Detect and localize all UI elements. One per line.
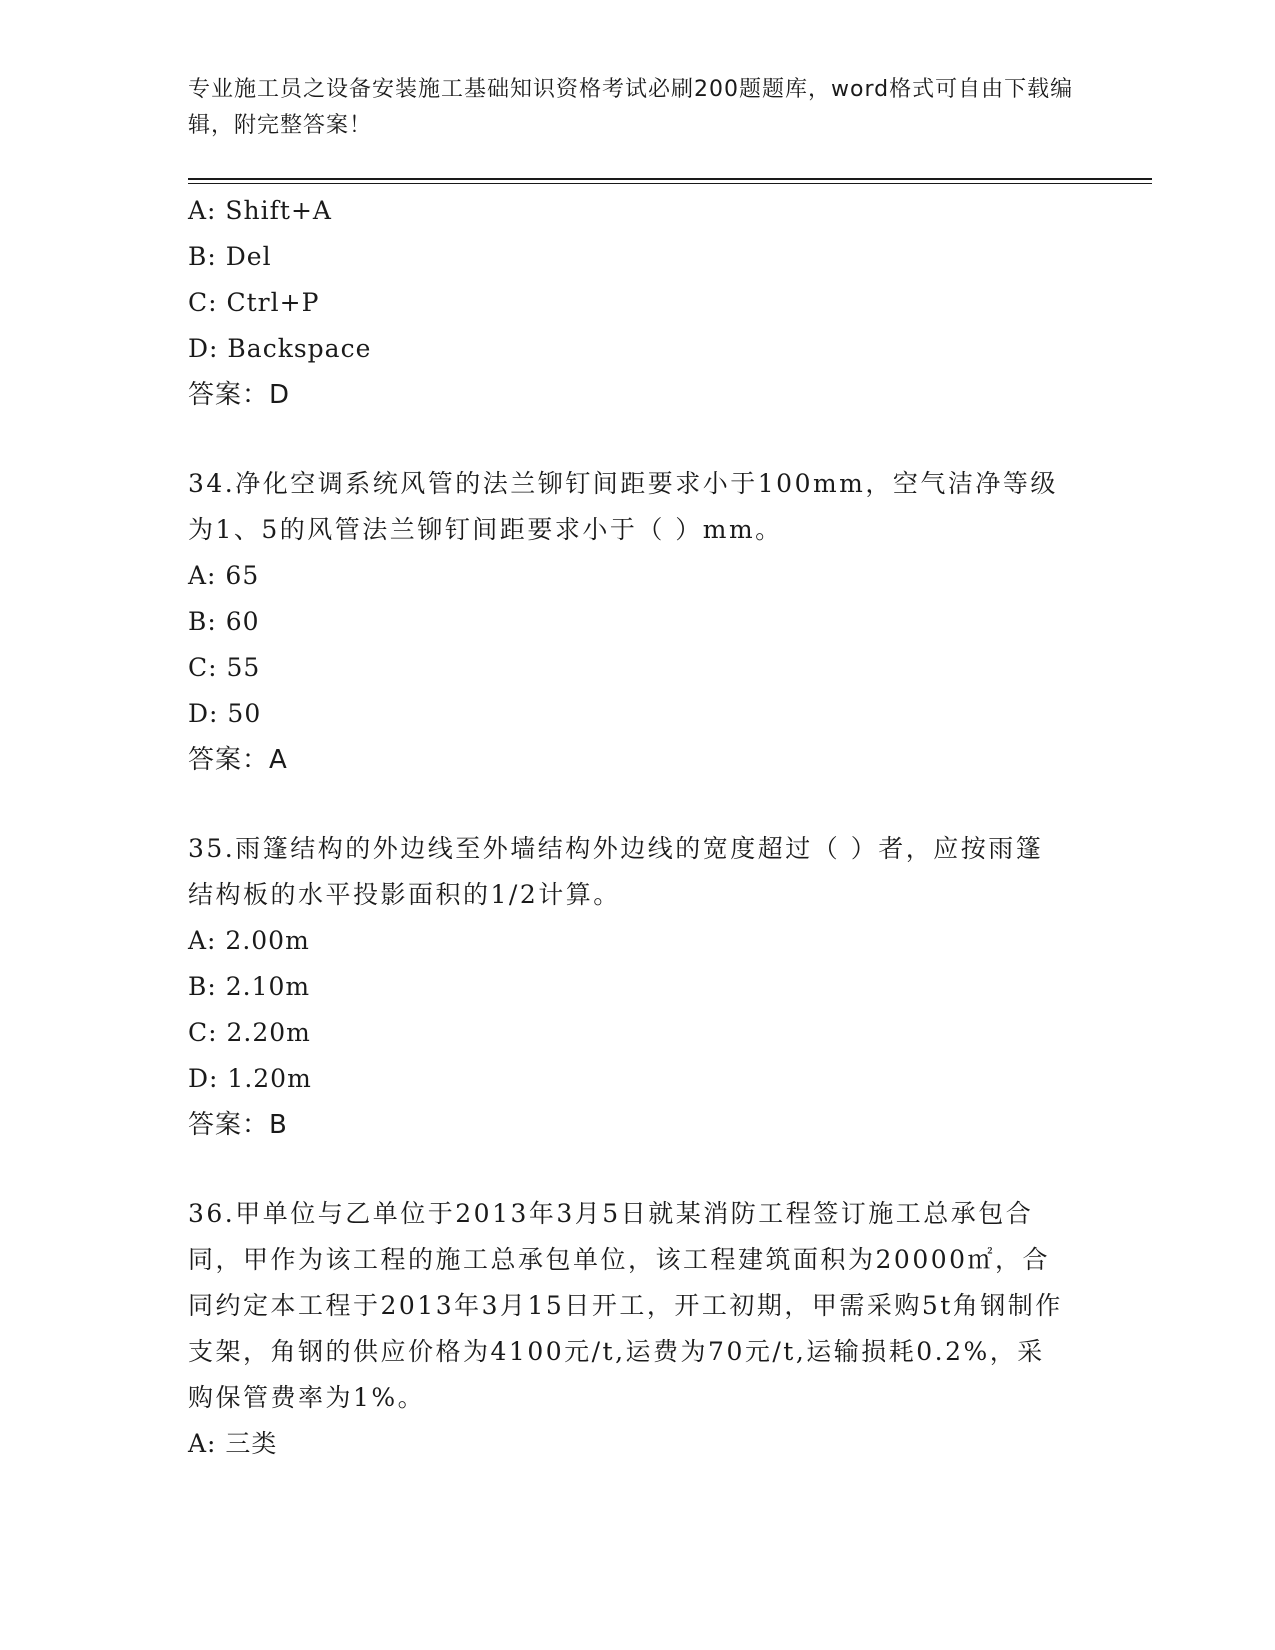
answer-line: 答案：B bbox=[188, 1110, 288, 1140]
question-text: 35.雨篷结构的外边线至外墙结构外边线的宽度超过（ ）者，应按雨篷结构板的水平投影面积的1/2计算。 bbox=[188, 834, 1044, 909]
option-b: B: Del bbox=[188, 242, 272, 271]
header-rule-thin bbox=[188, 183, 1152, 184]
answer-line: 答案：A bbox=[188, 745, 288, 775]
option-a: A: Shift+A bbox=[188, 196, 332, 225]
option-d: D: Backspace bbox=[188, 334, 372, 363]
option-c: C: 55 bbox=[188, 653, 261, 682]
option-d: D: 1.20m bbox=[188, 1064, 312, 1093]
option-b: B: 2.10m bbox=[188, 972, 311, 1001]
header-rule-thick bbox=[188, 178, 1152, 180]
option-c: C: 2.20m bbox=[188, 1018, 311, 1047]
question-34-block bbox=[188, 461, 1088, 783]
option-a: A: 2.00m bbox=[188, 926, 310, 955]
question-text: 36.甲单位与乙单位于2013年3月5日就某消防工程签订施工总承包合同，甲作为该工程的施工总承包单位，该工程建筑面积为20000㎡，合同约定本工程于2013年3月15日开工，开工初期，甲需采购5t角钢制作支架，角钢的供应价格为4100元/t,运费为70元/t,运输损耗0.2%，采购保管费率为1%。 bbox=[188, 1199, 1063, 1412]
question-35-block bbox=[188, 826, 1088, 1148]
question-text: 34.净化空调系统风管的法兰铆钉间距要求小于100mm，空气洁净等级为1、5的风管法兰铆钉间距要求小于（ ）mm。 bbox=[188, 469, 1058, 544]
document-header: 专业施工员之设备安装施工基础知识资格考试必刷200题题库，word格式可自由下载编辑，附完整答案！ bbox=[188, 77, 1074, 138]
option-c: C: Ctrl+P bbox=[188, 288, 320, 317]
question-36-block bbox=[188, 1191, 1088, 1467]
question-33-block bbox=[188, 188, 1088, 418]
question-list bbox=[188, 188, 1088, 1467]
option-a: A: 65 bbox=[188, 561, 260, 590]
option-d: D: 50 bbox=[188, 699, 262, 728]
answer-line: 答案：D bbox=[188, 380, 291, 410]
option-a: A: 三类 bbox=[188, 1429, 278, 1458]
option-b: B: 60 bbox=[188, 607, 260, 636]
